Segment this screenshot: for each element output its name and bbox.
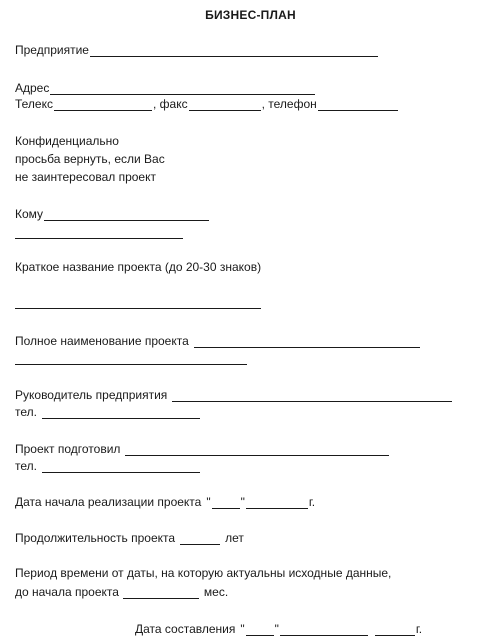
confidential-line-3: не заинтересовал проект [15,170,156,184]
start-year-suffix: г. [308,495,316,509]
head-tel-row [15,404,201,419]
enterprise-field[interactable] [90,45,378,57]
short-name-row [15,294,262,309]
compiled-quote-open: " [240,622,245,636]
full-name-field-2[interactable] [15,353,247,365]
to-row [15,206,210,221]
address-row [15,80,316,95]
start-month-field[interactable] [246,497,308,509]
full-name-row-2 [15,350,248,365]
enterprise-row [15,42,379,57]
head-row [15,387,453,402]
prepared-label: Проект подготовил [15,442,121,456]
phone-label: , телефон [261,97,317,111]
start-day-field[interactable] [212,497,240,509]
start-date-label: Дата начала реализации проекта [15,495,202,509]
prepared-tel-row [15,458,201,473]
period-suffix: мес. [203,585,229,599]
head-tel-label: тел. [15,405,37,419]
start-date-row [15,494,315,509]
confidential-line-2: просьба вернуть, если Вас [15,152,165,166]
compiled-date-row [135,621,422,636]
compiled-month-field[interactable] [280,624,368,636]
telex-label: Телекс [15,97,53,111]
to-label: Кому [15,207,44,221]
phone-field[interactable] [318,99,398,111]
to-field-2[interactable] [15,227,183,239]
head-field[interactable] [172,390,452,402]
compiled-day-field[interactable] [246,624,274,636]
period-field[interactable] [123,587,199,599]
to-field[interactable] [44,209,209,221]
duration-suffix: лет [225,531,244,545]
telex-field[interactable] [54,99,152,111]
address-label: Адрес [15,81,50,95]
document-title: БИЗНЕС-ПЛАН [205,8,296,22]
duration-field[interactable] [180,533,220,545]
address-field[interactable] [50,83,315,95]
prepared-row [15,441,390,456]
full-name-label: Полное наименование проекта [15,334,189,348]
duration-label: Продолжительность проекта [15,531,176,545]
start-quote-open: " [206,495,211,509]
short-name-field[interactable] [15,297,261,309]
short-name-label: Краткое название проекта (до 20-30 знаков) [15,260,262,274]
compiled-year-suffix: г. [415,622,423,636]
to-row-2 [15,224,184,239]
compiled-year-field[interactable] [375,624,415,636]
full-name-field[interactable] [194,336,420,348]
fax-field[interactable] [189,99,261,111]
full-name-row [15,333,421,348]
compiled-quote-close: " [274,622,279,636]
confidential-line-1: Конфиденциально [15,134,119,148]
head-tel-field[interactable] [42,407,200,419]
prepared-tel-label: тел. [15,459,37,473]
period-line-1: Период времени от даты, на которую актуальны исходные данные, [15,566,392,580]
prepared-tel-field[interactable] [42,461,200,473]
compiled-label: Дата составления [135,622,236,636]
contacts-row [15,96,399,111]
period-row [15,584,228,599]
head-label: Руководитель предприятия [15,388,168,402]
prepared-field[interactable] [125,444,389,456]
fax-label: , факс [153,97,188,111]
duration-row [15,530,244,545]
start-quote-close: " [240,495,245,509]
period-label: до начала проекта [15,585,119,599]
enterprise-label: Предприятие [15,43,89,57]
